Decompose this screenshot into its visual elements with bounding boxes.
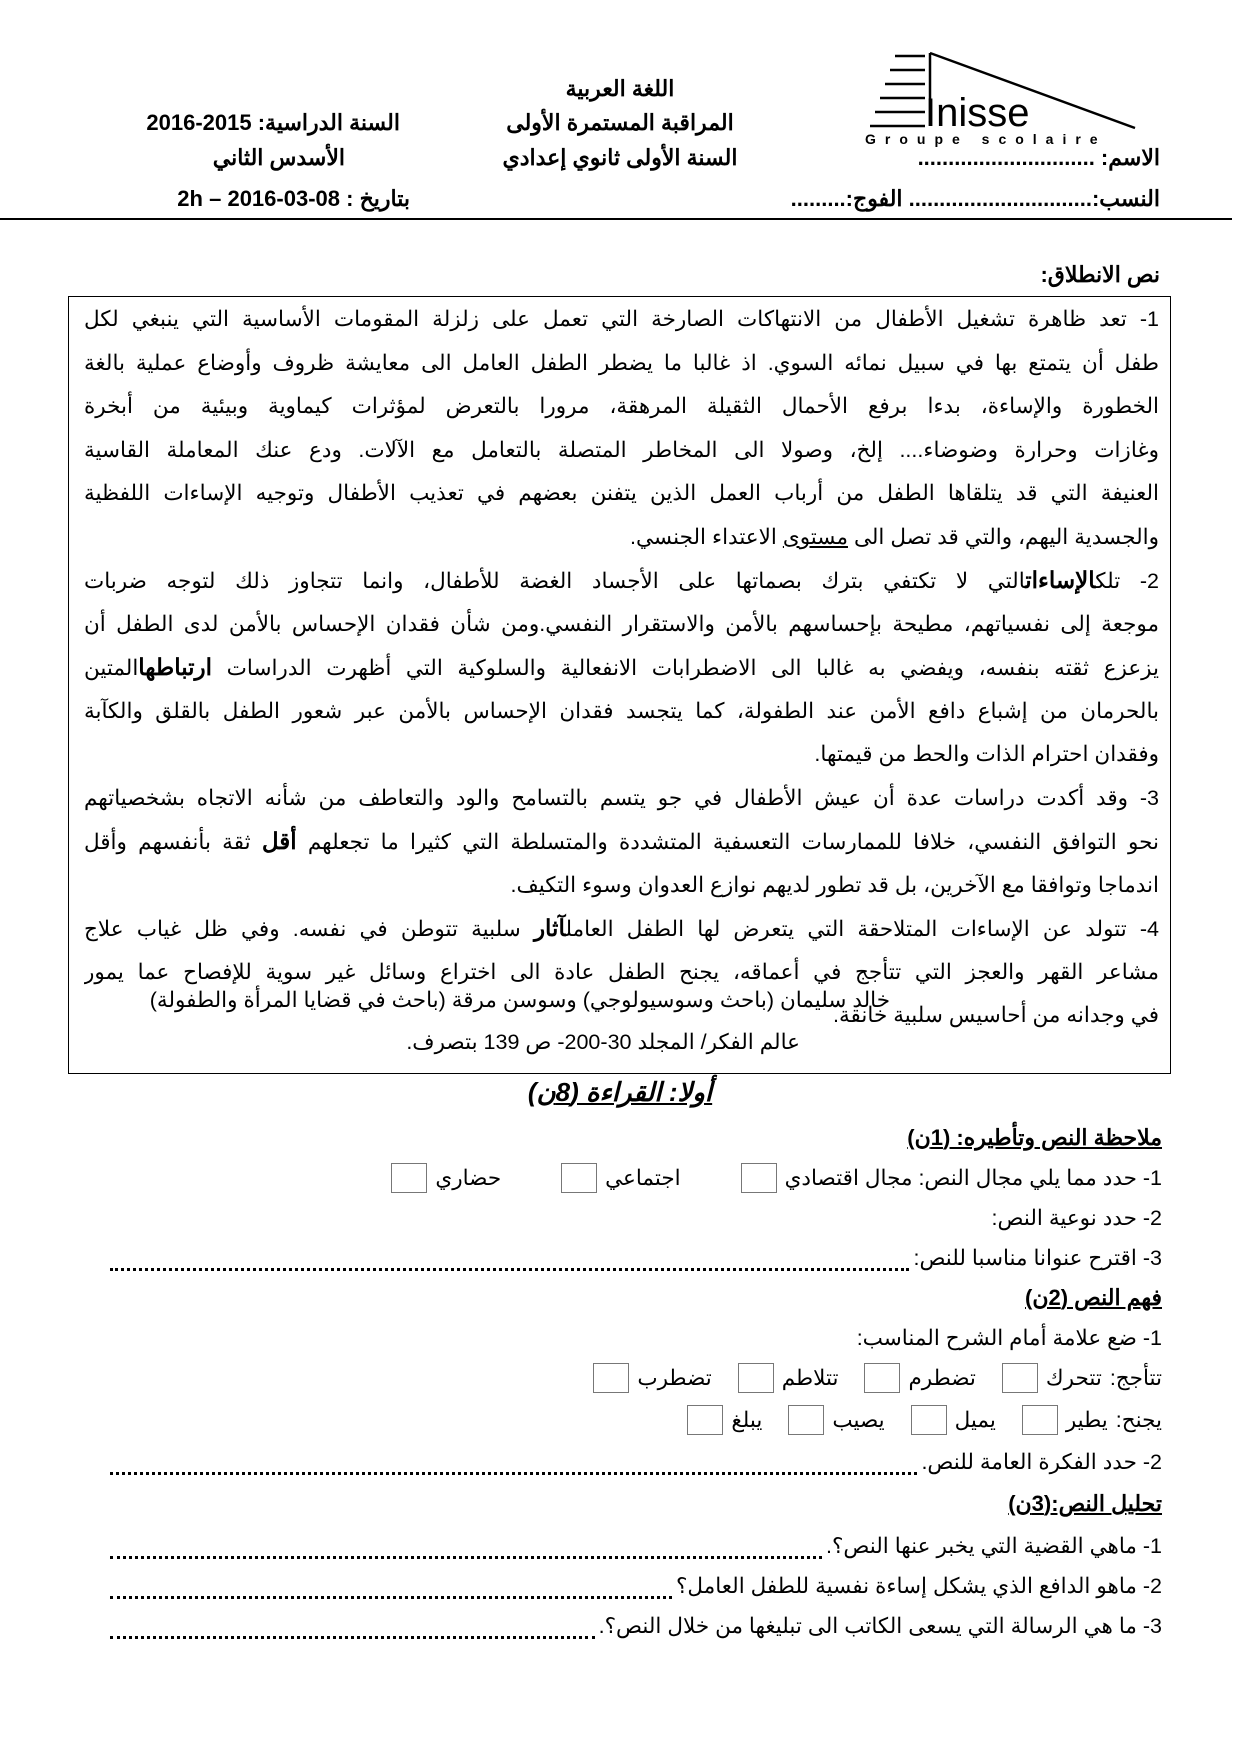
paragraph-1-line xyxy=(84,342,1159,386)
svg-text:Groupe scolaire: Groupe scolaire xyxy=(865,131,1107,147)
option-label: تتحرك xyxy=(1045,1365,1102,1390)
paragraph-1-line xyxy=(84,472,1159,516)
semester: الأسدس الثاني xyxy=(212,145,345,170)
source-authors: خالد سليمان (باحث وسوسيولوجي) وسوسن مرقة (باحث في قضايا المرأة والطفولة) xyxy=(149,988,890,1012)
paragraph-1-line xyxy=(84,385,1159,429)
paragraph-3-line xyxy=(84,820,1159,864)
name-field[interactable]: الاسم: ............................. xyxy=(917,145,1160,170)
word-label: يجنح: xyxy=(1115,1407,1162,1432)
text-segment: نحو التوافق النفسي، خلافا للممارسات التعسفية المتشددة والمتسلطة التي كثيرا ما تجعلهم xyxy=(296,830,1159,854)
paragraph-2-line xyxy=(84,733,1159,777)
bold-word: الإساءات xyxy=(1025,567,1096,593)
text-segment: وغازات وحرارة وضوضاء.... إلخ، وصولا الى المخاطر المتصلة بالتعامل مع الآلات. ودع عنك المعاملة القاسية xyxy=(84,437,1159,462)
option-social: اجتماعي xyxy=(605,1165,681,1190)
q3-label: 3- اقترح عنوانا مناسبا للنص: xyxy=(913,1245,1162,1270)
text-segment: طفل أن يتمتع بها في سبيل نمائه السوي. اذ غالبا ما يضطر الطفل العامل الى معايشة ظروف وأوضاع عملية بالغة xyxy=(84,350,1159,375)
q1-label: 1- حدد مما يلي مجال النص: مجال اقتصادي xyxy=(784,1165,1162,1190)
exam-date: بتاريخ : 08-03-2016 – 2h xyxy=(177,186,410,211)
surname-group-field[interactable]: النسب:.............................. الفوج:......... xyxy=(790,186,1160,211)
p3-q2-label: 2- ماهو الدافع الذي يشكل إساءة نفسية للطفل العامل؟ xyxy=(676,1573,1162,1598)
text-segment: في وجدانه من أحاسيس سلبية خانقة. xyxy=(833,1003,1159,1027)
text-segment: بالحرمان من إشباع دافع الأمن عند الطفولة، كما يتجسد فقدان الإحساس بالأمن عبر شعور الطفل بالقلق والكآبة xyxy=(84,698,1159,723)
text-segment: الاعتداء الجنسي. xyxy=(630,524,783,549)
paragraph-2-line xyxy=(84,559,1159,603)
bold-word: ارتباطها xyxy=(138,654,213,680)
svg-text:Inisse: Inisse xyxy=(925,91,1030,135)
answer-line[interactable] xyxy=(110,1246,909,1271)
school-logo xyxy=(855,48,1145,148)
text-segment: اندماجا وتوافقا مع الآخرين، بل قد تطور لديهم نوازع العدوان وسوء التكيف. xyxy=(510,872,1159,897)
option-label: تضطرم xyxy=(908,1365,976,1390)
exam-title: المراقبة المستمرة الأولى xyxy=(506,110,734,135)
part2-heading: فهم النص (2ن) xyxy=(1025,1285,1162,1310)
q2-label: 2- حدد نوعية النص: xyxy=(991,1205,1162,1230)
text-segment: التي لا تكتفي بترك بصماتها على الأجساد الغضة للأطفال، وانما تتجاوز ذلك لتوجه ضربات xyxy=(84,569,1026,593)
option-label: يصيب xyxy=(832,1407,885,1432)
text-segment: ثقة بأنفسهم وأقل xyxy=(84,830,262,854)
text-segment: 2- تلك xyxy=(1095,569,1159,593)
text-segment: يزعزع ثقته بنفسه، ويفضي به غالبا الى الاضطرابات الانفعالية والسلوكية التي أظهرت الدراسات xyxy=(212,656,1159,680)
section-title: أولا: القراءة (8ن) xyxy=(527,1077,713,1107)
text-segment: الخطورة والإساءة، بدءا برفع الأحمال الثقيلة المرهقة، مرورا بالتعرض لمؤثرات كيماوية وبيئية من أبخرة xyxy=(84,394,1159,418)
text-segment: 4- تتولد عن الإساءات المتلاحقة التي يتعرض لها الطفل العامل xyxy=(565,917,1159,941)
bold-word: آثار xyxy=(533,915,566,941)
option-label: يطير xyxy=(1065,1407,1108,1432)
p3-q1-label: 1- ماهي القضية التي يخبر عنها النص؟. xyxy=(825,1533,1162,1558)
paragraph-3-line xyxy=(84,777,1159,821)
paragraph-3-line xyxy=(84,864,1159,908)
paragraph-2-line xyxy=(84,646,1159,690)
paragraph-4-line xyxy=(84,907,1159,951)
option-checkbox[interactable] xyxy=(864,1363,900,1393)
option-label: تتلاطم xyxy=(781,1365,839,1390)
text-segment: المتين xyxy=(84,656,139,680)
option-checkbox[interactable] xyxy=(1002,1363,1038,1393)
answer-line[interactable] xyxy=(110,1614,595,1639)
p2-q1-label: 1- ضع علامة أمام الشرح المناسب: xyxy=(856,1325,1162,1350)
p3-q3-label: 3- ما هي الرسالة التي يسعى الكاتب الى تبليغها من خلال النص؟. xyxy=(598,1613,1162,1638)
word-label: تتأجج: xyxy=(1109,1365,1162,1390)
text-segment: والجسدية اليهم، والتي قد تصل الى xyxy=(847,524,1159,549)
answer-line[interactable] xyxy=(110,1574,672,1599)
answer-line[interactable] xyxy=(110,1534,822,1559)
checkbox-civilizational[interactable] xyxy=(391,1163,427,1193)
text-segment: وفقدان احترام الذات والحط من قيمتها. xyxy=(814,742,1159,766)
level-title: السنة الأولى ثانوي إعدادي xyxy=(502,145,738,170)
option-label: تضطرب xyxy=(637,1365,712,1390)
text-segment: سلبية تتوطن في نفسه. وفي ظل غياب علاج xyxy=(84,917,534,941)
option-checkbox[interactable] xyxy=(911,1405,947,1435)
source-reference: عالم الفكر/ المجلد 30-200- ص 139 بتصرف. xyxy=(406,1030,800,1054)
paragraph-2-line xyxy=(84,603,1159,647)
part3-heading: تحليل النص:(3ن) xyxy=(1008,1491,1162,1516)
option-checkbox[interactable] xyxy=(687,1405,723,1435)
underlined-word: مستوى xyxy=(782,524,848,549)
paragraph-1-line xyxy=(84,298,1159,342)
paragraph-1-line xyxy=(84,429,1159,473)
subject-title: اللغة العربية xyxy=(565,76,675,101)
option-label: يبلغ xyxy=(731,1407,763,1432)
option-label: يميل xyxy=(954,1407,996,1432)
text-segment: العنيفة التي قد يتلقاها الطفل من أرباب العمل الذين يتفنن بعضهم في تعذيب الأطفال وتوجيه الإساءات اللفظية xyxy=(84,481,1159,505)
paragraph-2-line xyxy=(84,690,1159,734)
answer-line[interactable] xyxy=(110,1450,917,1475)
option-checkbox[interactable] xyxy=(1022,1405,1058,1435)
option-civilizational: حضاري xyxy=(435,1165,502,1190)
text-segment: موجعة إلى نفسياتهم، مطيحة بإحساسهم بالأمن والاستقرار النفسي.ومن شأن فقدان الإحساس بالأمن لدى الطفل أن xyxy=(84,611,1159,636)
reading-text xyxy=(84,298,1159,1038)
paragraph-1-line xyxy=(84,516,1159,560)
option-checkbox[interactable] xyxy=(738,1363,774,1393)
school-year: السنة الدراسية: 2015-2016 xyxy=(146,110,400,135)
checkbox-economic[interactable] xyxy=(741,1163,777,1193)
text-title: نص الانطلاق: xyxy=(1040,262,1160,287)
option-checkbox[interactable] xyxy=(593,1363,629,1393)
bold-word: أقل xyxy=(261,828,297,854)
part1-heading: ملاحظة النص وتأطيره: (1ن) xyxy=(907,1125,1162,1150)
text-segment: مشاعر القهر والعجز التي تتأجج في أعماقه، يجنح الطفل عادة الى اختراع وسائل غير سوية للإفصاح عما يمور xyxy=(84,959,1159,984)
header-divider xyxy=(0,218,1232,220)
text-segment: 1- تعد ظاهرة تشغيل الأطفال من الانتهاكات الصارخة التي تعمل على زلزلة المقومات الأساسية التي ينبغي لكل xyxy=(84,307,1159,331)
text-segment: 3- وقد أكدت دراسات عدة أن عيش الأطفال في جو يتسم بالتسامح والود والتعاطف من شأنه الاتجاه بشخصياتهم xyxy=(84,785,1159,810)
checkbox-social[interactable] xyxy=(561,1163,597,1193)
p2-q2-label: 2- حدد الفكرة العامة للنص. xyxy=(921,1449,1162,1474)
option-checkbox[interactable] xyxy=(788,1405,824,1435)
